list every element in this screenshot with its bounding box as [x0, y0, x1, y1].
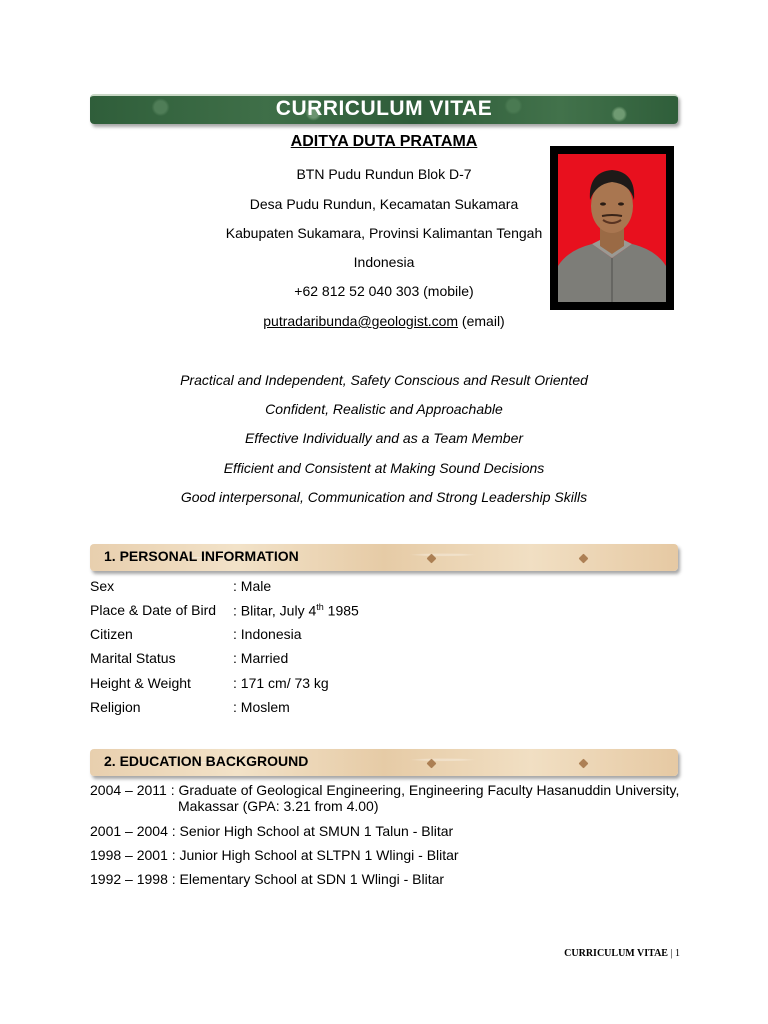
value-citizen: : Indonesia — [233, 626, 302, 642]
value-height-weight: : 171 cm/ 73 kg — [233, 675, 329, 691]
education-entry-1-continued: Makassar (GPA: 3.21 from 4.00) — [178, 798, 379, 814]
ornament-dot — [579, 554, 589, 564]
education-heading: 2. EDUCATION BACKGROUND — [104, 753, 309, 769]
document-title: CURRICULUM VITAE — [275, 97, 493, 120]
personal-information-banner — [90, 544, 678, 571]
ornament-dot — [427, 554, 437, 564]
profile-photo — [558, 154, 666, 302]
quality-4: Efficient and Consistent at Making Sound Decisions — [223, 460, 545, 476]
phone-number: +62 812 52 040 303 (mobile) — [294, 283, 474, 299]
quality-1: Practical and Independent, Safety Conscious and Result Oriented — [180, 372, 588, 388]
education-banner — [90, 749, 678, 776]
label-birth: Place & Date of Bird — [90, 602, 217, 618]
value-sex: : Male — [233, 578, 272, 594]
profile-photo-frame — [550, 146, 674, 310]
email-suffix: (email) — [458, 313, 505, 329]
education-entry-1: 2004 – 2011 : Graduate of Geological Engineering, Engineering Faculty Hasanuddin University, — [90, 782, 680, 798]
footer-label: CURRICULUM VITAE — [564, 948, 668, 959]
email-link[interactable]: putradaribunda@geologist.com — [263, 313, 459, 329]
value-birth: : Blitar, July 4th 1985 — [233, 602, 359, 619]
value-marital-status: : Married — [233, 650, 289, 666]
ornament-dot — [427, 759, 437, 769]
address-country: Indonesia — [353, 254, 415, 270]
value-religion: : Moslem — [233, 699, 290, 715]
label-religion: Religion — [90, 699, 141, 715]
ornament-dot — [579, 759, 589, 769]
label-citizen: Citizen — [90, 626, 133, 642]
quality-5: Good interpersonal, Communication and Strong Leadership Skills — [180, 489, 588, 505]
label-height-weight: Height & Weight — [90, 675, 191, 691]
education-entry-3: 1998 – 2001 : Junior High School at SLTPN 1 Wlingi - Blitar — [90, 847, 459, 863]
address-line-3: Kabupaten Sukamara, Provinsi Kalimantan Tengah — [225, 225, 543, 241]
education-entry-4: 1992 – 1998 : Elementary School at SDN 1 Wlingi - Blitar — [90, 871, 445, 887]
education-entry-2: 2001 – 2004 : Senior High School at SMUN 1 Talun - Blitar — [90, 823, 454, 839]
quality-2: Confident, Realistic and Approachable — [265, 401, 503, 417]
applicant-name: ADITYA DUTA PRATAMA — [290, 133, 478, 150]
personal-information-heading: 1. PERSONAL INFORMATION — [104, 548, 299, 564]
page-number: | 1 — [667, 948, 680, 959]
address-line-1: BTN Pudu Rundun Blok D-7 — [296, 166, 472, 182]
page-footer — [564, 948, 680, 959]
email-line — [200, 313, 568, 329]
title-banner — [90, 94, 678, 124]
address-line-2: Desa Pudu Rundun, Kecamatan Sukamara — [249, 196, 519, 212]
label-marital-status: Marital Status — [90, 650, 176, 666]
quality-3: Effective Individually and as a Team Member — [244, 430, 524, 446]
label-sex: Sex — [90, 578, 115, 594]
